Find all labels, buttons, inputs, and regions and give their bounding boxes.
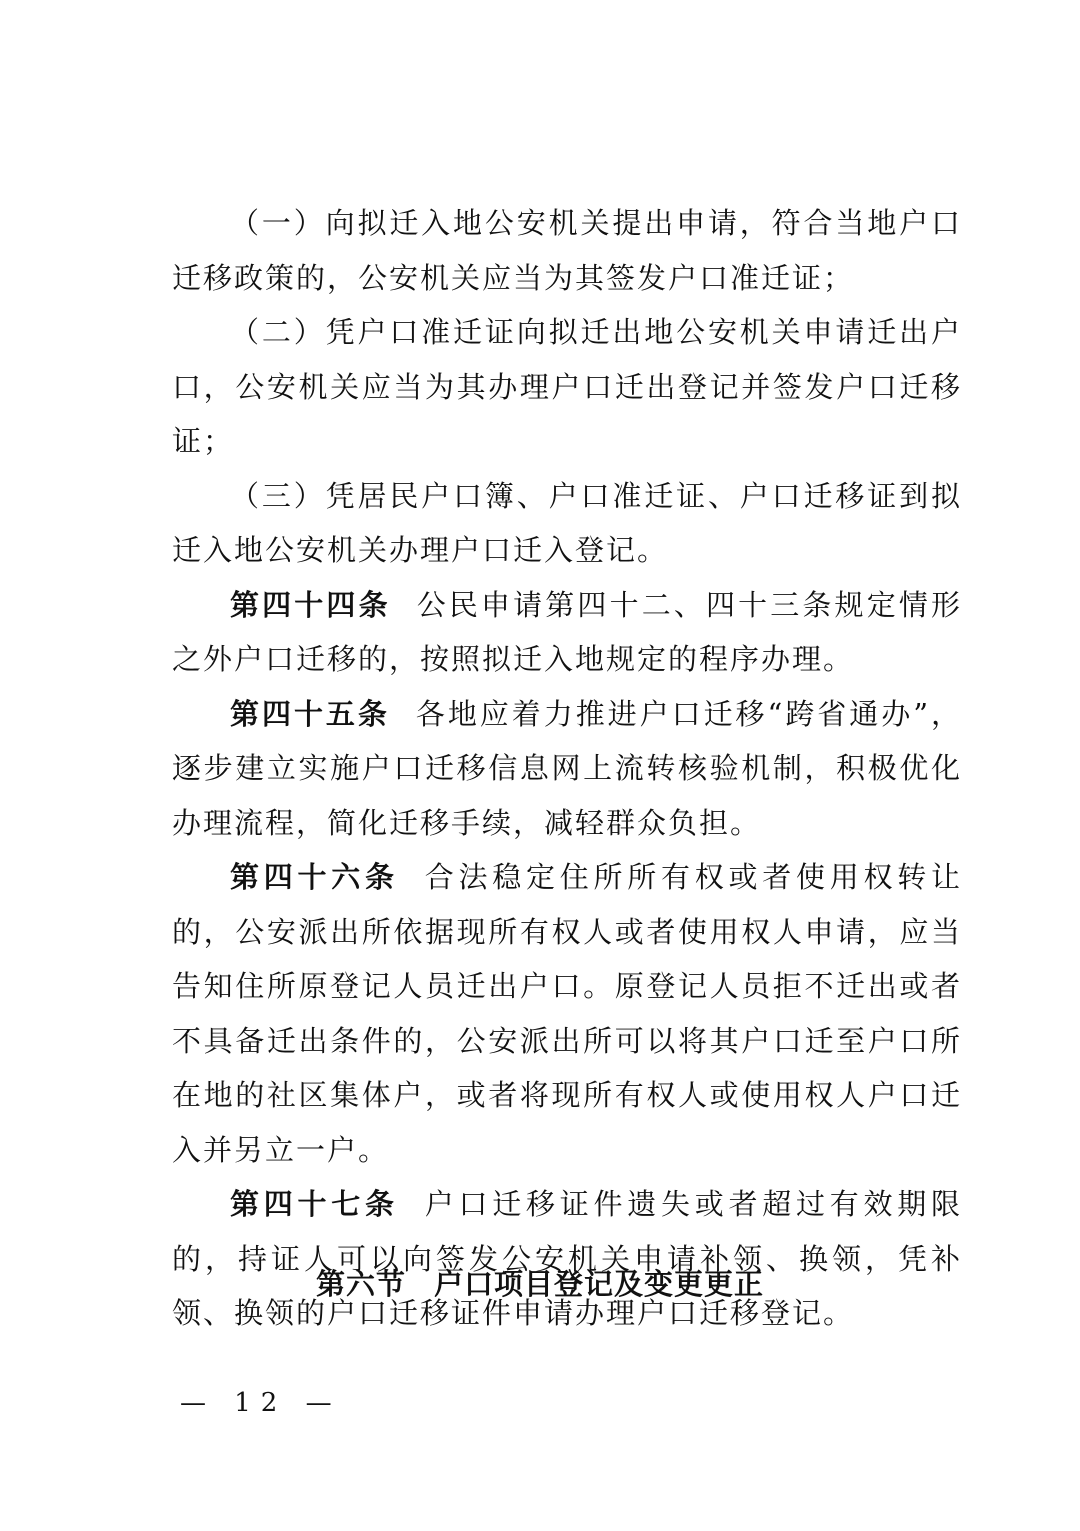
- article-44: [172, 578, 962, 687]
- list-item-1: （一）向拟迁入地公安机关提出申请，符合当地户口迁移政策的，公安机关应当为其签发户口准迁证；: [172, 206, 962, 295]
- article-heading: 第四十五条: [230, 696, 390, 731]
- list-item-3: （三）凭居民户口簿、户口准迁证、户口迁移证到拟迁入地公安机关办理户口迁入登记。: [172, 478, 962, 567]
- body-text: [172, 196, 962, 1341]
- article-heading: 第四十六条: [230, 860, 399, 894]
- article-text: 户口迁移证件遗失或者超过有效期限的，持证人可以向签发公安机关申请补领、换领，凭补领、换领的户口迁移证件申请办理户口迁移登记。: [172, 1187, 962, 1330]
- article-46: [172, 850, 962, 1177]
- page-number: — 12 —: [180, 1388, 342, 1418]
- article-heading: 第四十七条: [230, 1187, 399, 1221]
- article-text: 公民申请第四十二、四十三条规定情形之外户口迁移的，按照拟迁入地规定的程序办理。: [172, 587, 962, 676]
- article-47: [172, 1177, 962, 1341]
- section-number: 第六节: [315, 1267, 406, 1301]
- article-heading: 第四十四条: [230, 587, 391, 622]
- list-item-2: （二）凭户口准迁证向拟迁出地公安机关申请迁出户口，公安机关应当为其办理户口迁出登记并签发户口迁移证；: [172, 315, 962, 458]
- article-text: 各地应着力推进户口迁移“跨省通办”，逐步建立实施户口迁移信息网上流转核验机制，积极优化办理流程，简化迁移手续，减轻群众负担。: [172, 696, 962, 840]
- section-name: 户口项目登记及变更更正: [434, 1267, 765, 1301]
- section-title: [0, 1262, 1080, 1303]
- article-45: [172, 687, 962, 851]
- article-text: 合法稳定住所所有权或者使用权转让的，公安派出所依据现所有权人或者使用权人申请，应当告知住所原登记人员迁出户口。原登记人员拒不迁出或者不具备迁出条件的，公安派出所可以将其户口迁至户口所在地的社区集体户，或者将现所有权人或使用权人户口迁入并另立一户。: [172, 860, 962, 1167]
